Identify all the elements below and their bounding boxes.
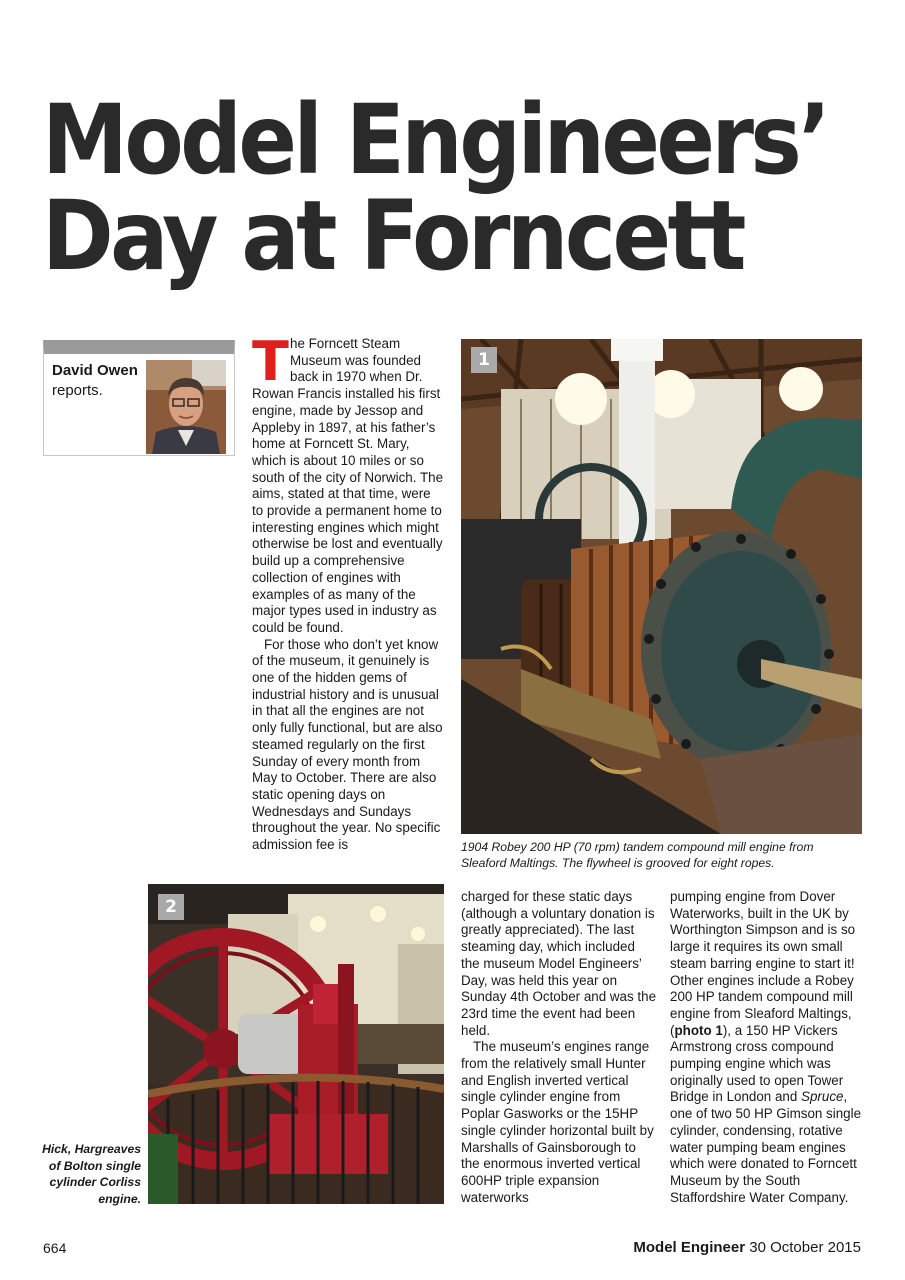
article-column-1: [252, 330, 444, 854]
article-column-2: [461, 889, 657, 1206]
paragraph-3-start: The museum’s engines range from the relatively small Hunter and English inverted vertical single cylinder engine from Poplar Gasworks or the 15HP single cylinder horizontal built by Marshalls of Gainsborough to the enormous inverted vertical 600HP triple expansion waterworks: [461, 1039, 654, 1205]
paragraph-1-text: he Forncett Steam Museum was founded back in 1970 when Dr. Rowan Francis installed his first engine, made by Jessop and Appleby in 1897, at his father’s home at Forncett St. Mary, which is about 10 miles or so south of the city of Norwich. The aims, stated at that time, were to provide a permanent home to interesting engines which might otherwise be lost and eventually build up a comprehensive collection of engines with examples of as many of the major types used in industry as could be found.: [252, 336, 444, 635]
engine-name-spruce: Spruce: [801, 1089, 844, 1105]
paragraph-3-text-d: , one of two 50 HP Gimson single cylinder, condensing, rotative water pumping beam engines which were donated to Forncett Museum by the South Staffordshire Water Company.: [670, 1089, 862, 1205]
byline-reports: reports.: [52, 382, 103, 399]
page-footer: [633, 1239, 861, 1256]
photo-2-number-badge: 2: [158, 894, 184, 920]
paragraph-2-continued: charged for these static days (although a voluntary donation is greatly appreciated). The last steaming day, which included the museum Model Engineers’ Day, was held this year on Sunday 4th October and was the 23rd time the event had been held.: [461, 889, 657, 1038]
photo-2-caption: Hick, Hargreaves of Bolton single cylinder Corliss engine.: [42, 1142, 141, 1206]
byline-box: [43, 340, 235, 456]
title-line-1: Model Engineers’: [42, 84, 828, 196]
photo-1-caption: 1904 Robey 200 HP (70 rpm) tandem compound mill engine from Sleaford Maltings. The flywheel is grooved for eight ropes.: [461, 840, 814, 870]
issue-date: 30 October 2015: [749, 1239, 861, 1256]
author-portrait: [146, 360, 226, 454]
paragraph-1: [252, 330, 444, 637]
title-line-2: Day at Forncett: [42, 180, 743, 292]
photo-2-corliss-engine: [148, 884, 444, 1204]
article-title: [42, 84, 828, 292]
magazine-name: Model Engineer: [633, 1239, 746, 1256]
photo-1-robey-engine: [461, 339, 862, 834]
byline-author: David Owen: [52, 362, 138, 379]
drop-cap: T: [252, 330, 289, 393]
paragraph-3-text-c: ), a 150 HP Vickers Armstrong cross compound pumping engine which was originally used to open Tower Bridge in London and: [670, 1022, 844, 1105]
photo-1-number-badge: 1: [471, 347, 497, 373]
paragraph-3-text-b: pumping engine from Dover Waterworks, built in the UK by Worthington Simpson and is so large it requires its own small steam barring engine to start it! Other engines include a Robey 200 HP tandem compound mill engine from Sleaford Maltings, (: [670, 889, 856, 1038]
article-column-3: [670, 889, 866, 1206]
page-number: 664: [43, 1240, 67, 1256]
photo-1-reference: photo 1: [674, 1022, 723, 1038]
paragraph-3-continued: [670, 889, 866, 1206]
paragraph-2: For those who don’t yet know of the museum, it genuinely is one of the hidden gems of industrial history and is unusual in that all the engines are not only fully functional, but are also steamed regularly on the first Sunday of every month from May to October. There are also static opening days on Wednesdays and Sundays throughout the year. No specific admission fee is: [252, 636, 443, 853]
